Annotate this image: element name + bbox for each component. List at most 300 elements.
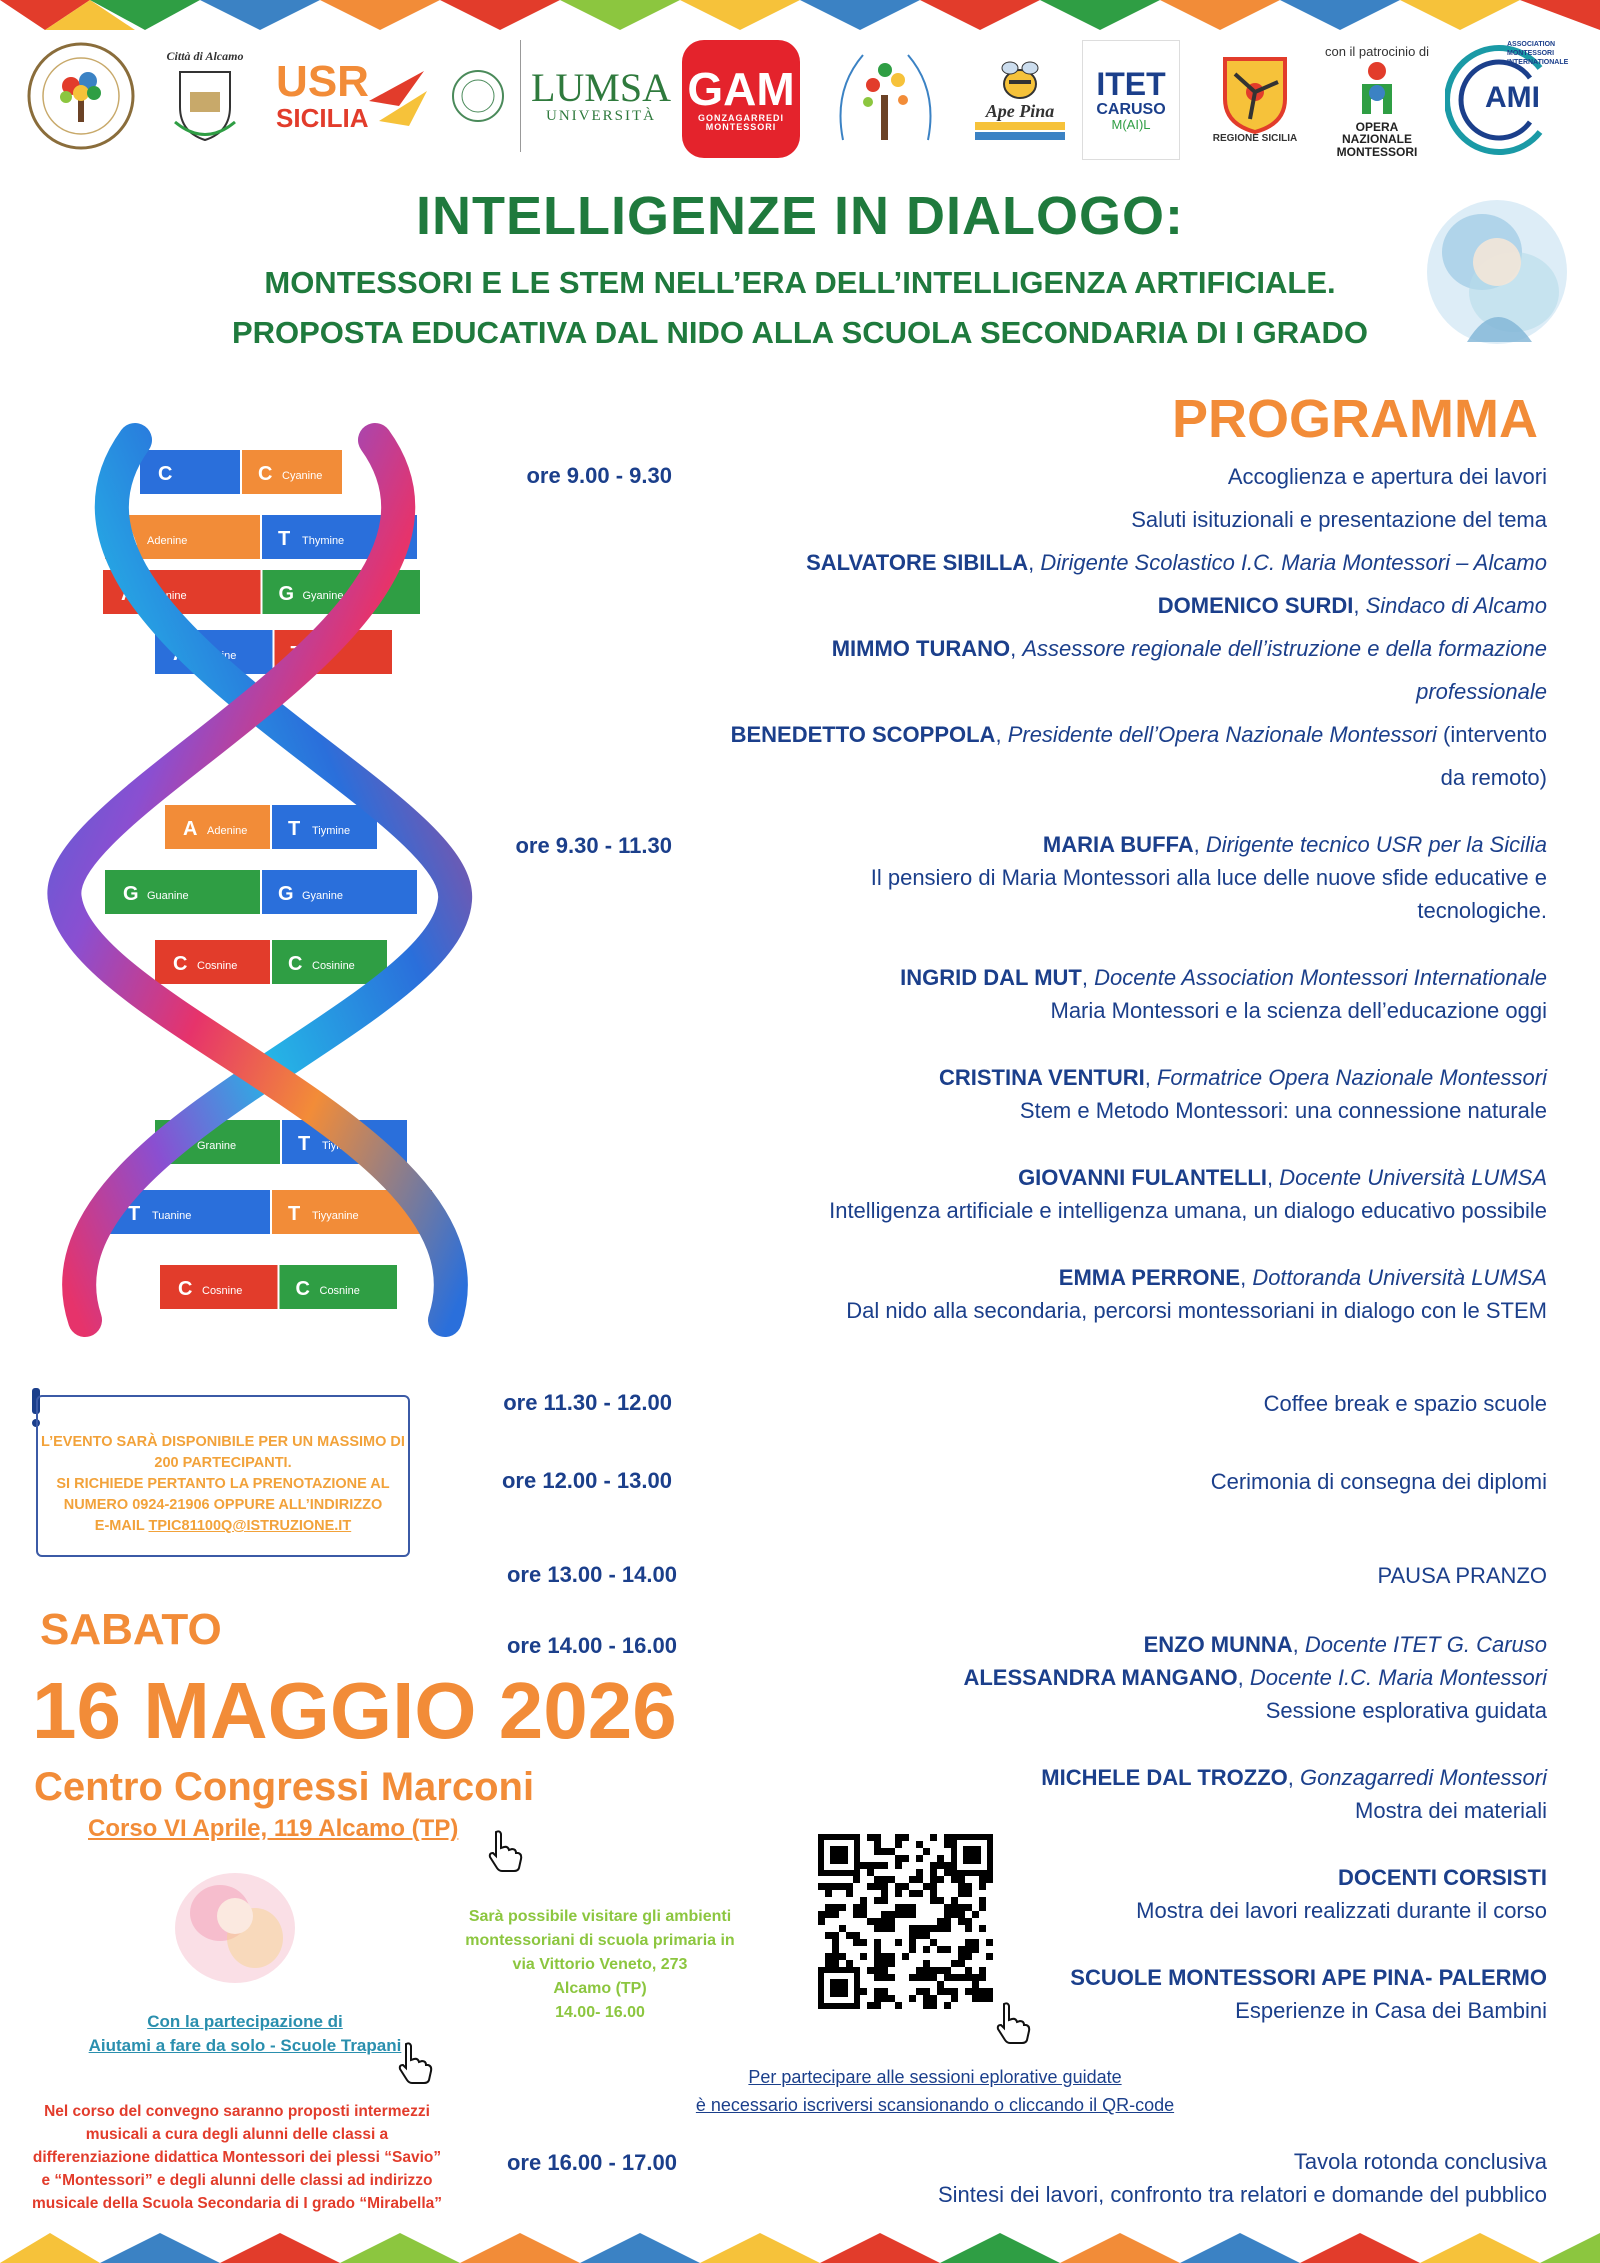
dna-base-label: C — [173, 953, 188, 975]
agenda-text: da remoto) — [1440, 765, 1547, 790]
qr-module — [923, 1960, 930, 1967]
qr-module — [832, 1932, 839, 1939]
qr-module — [930, 1876, 937, 1883]
qr-module — [867, 1883, 874, 1890]
speaker-role: Assessore regionale dell’istruzione e della formazione — [1022, 636, 1547, 661]
partecipazione-info — [80, 2010, 410, 2058]
qr-module — [853, 1904, 860, 1911]
qr-module — [944, 1834, 951, 1841]
qr-module — [979, 1967, 986, 1974]
qr-module — [881, 1953, 888, 1960]
talk-title: Mostra dei lavori realizzati durante il corso — [1136, 1898, 1547, 1923]
speaker-line: CRISTINA VENTURI, Formatrice Opera Nazionale Montessori — [938, 1065, 1547, 1090]
logo-gam — [682, 40, 800, 158]
dna-base-label: A — [123, 528, 138, 550]
qr-module — [979, 1897, 986, 1904]
qr-module — [909, 1876, 916, 1883]
qr-module — [881, 1918, 888, 1925]
top-color-band — [0, 0, 1600, 30]
qr-module — [881, 1974, 888, 1981]
qr-module — [937, 1967, 944, 1974]
dna-base-name: Tiyyanine — [312, 1210, 359, 1222]
qr-module — [958, 1918, 965, 1925]
logo-usr-sicilia — [265, 40, 440, 152]
qr-module — [867, 1862, 874, 1869]
logo-text: M(AI)L — [1111, 117, 1151, 133]
page-subtitle-1: MONTESSORI E LE STEM NELL’ERA DELL’INTELLIGENZA ARTIFICIALE. — [264, 265, 1336, 300]
qr-module — [930, 1883, 937, 1890]
qr-module — [888, 1925, 895, 1932]
qr-module — [909, 1939, 916, 1946]
bottom-color-band — [0, 2233, 1600, 2263]
qr-module — [944, 1988, 951, 1995]
qr-module — [825, 1911, 832, 1918]
qr-module — [895, 1862, 902, 1869]
qr-module — [825, 1890, 832, 1897]
qr-module — [972, 1995, 979, 2002]
speaker-role: Formatrice Opera Nazionale Montessori — [1156, 1065, 1547, 1090]
logo-citta-alcamo — [160, 40, 250, 152]
notice-line: E-MAIL — [94, 1518, 149, 1534]
qr-module — [958, 1911, 965, 1918]
musical-line: e “Montessori” e degli alunni delle classi ad indirizzo — [41, 2172, 433, 2189]
speaker-role: Docente ITET G. Caruso — [1304, 1632, 1547, 1657]
dna-base-name: Tuanine — [152, 1210, 192, 1222]
talk-title: Esperienze in Casa dei Bambini — [1235, 1998, 1547, 2023]
time-slot-3: ore 11.30 - 12.00 — [503, 1390, 672, 1415]
schedule-block-2 — [647, 828, 1547, 1327]
qr-module — [986, 1953, 993, 1960]
event-venue: Centro Congressi Marconi — [34, 1765, 535, 1809]
qr-module — [895, 1890, 902, 1897]
qr-module — [951, 1876, 958, 1883]
musical-line: musicali a cura degli alunni delle classi a — [85, 2126, 389, 2143]
time-slot-1: ore 9.00 - 9.30 — [526, 463, 672, 488]
speaker-name: BENEDETTO SCOPPOLA — [730, 722, 996, 747]
qr-module — [930, 1939, 937, 1946]
qr-module — [895, 1883, 902, 1890]
logo-text: OPERA NAZIONALE MONTESSORI — [1336, 119, 1418, 159]
hand-pointer-icon — [992, 2000, 1032, 2044]
dna-base-left — [140, 450, 240, 494]
qr-module — [930, 1869, 937, 1876]
speaker-line: MARIA BUFFA, Dirigente tecnico USR per la Sicilia — [1042, 832, 1547, 857]
qr-module — [909, 1995, 916, 2002]
speaker-line: SALVATORE SIBILLA, Dirigente Scolastico I.C. Maria Montessori – Alcamo — [806, 550, 1547, 575]
qr-module — [867, 1834, 874, 1841]
qr-module — [972, 1988, 979, 1995]
speaker-role: Docente I.C. Maria Montessori — [1249, 1665, 1547, 1690]
talk-title: Dal nido alla secondaria, percorsi montessoriani in dialogo con le STEM — [846, 1298, 1547, 1323]
musical-line: Nel corso del convegno saranno proposti intermezzi — [44, 2103, 430, 2120]
talk-title: Maria Montessori e la scienza dell’educazione oggi — [1050, 998, 1547, 1023]
qr-module — [930, 1995, 937, 2002]
logo-caption: con il patrocinio di — [1324, 43, 1430, 59]
qr-module — [923, 1848, 930, 1855]
logo-regione-sicilia — [1200, 40, 1310, 158]
qr-module — [965, 1953, 972, 1960]
logo-text: USR — [276, 57, 369, 107]
qr-module — [874, 1953, 881, 1960]
speaker-role: Dirigente Scolastico I.C. Maria Montessori – Alcamo — [1040, 550, 1547, 575]
qr-module — [832, 1946, 839, 1953]
talk-title: tecnologiche. — [1417, 898, 1547, 923]
qr-module — [874, 1960, 881, 1967]
qr-module — [874, 1883, 881, 1890]
speaker-name: MICHELE DAL TROZZO — [1041, 1765, 1288, 1790]
speaker-name: DOCENTI CORSISTI — [1337, 1865, 1547, 1890]
musical-info — [22, 2100, 452, 2215]
dna-base-name: Tiymine — [312, 825, 351, 837]
qr-module — [979, 1974, 986, 1981]
qr-module — [944, 1904, 951, 1911]
agenda-text: Saluti isituzionali e presentazione del tema — [1131, 507, 1547, 532]
qr-module — [881, 1897, 888, 1904]
qr-line: è necessario iscriversi scansionando o cliccando il QR-code — [695, 2095, 1175, 2115]
dna-base-label: C — [288, 953, 303, 975]
logo-text: GONZAGARREDI MONTESSORI — [698, 112, 784, 133]
qr-module — [958, 1883, 965, 1890]
qr-module — [846, 1883, 853, 1890]
qr-module — [923, 1974, 930, 1981]
qr-module — [979, 1988, 986, 1995]
qr-module — [944, 1974, 951, 1981]
qr-module — [888, 1911, 895, 1918]
logo-lumsa — [520, 40, 681, 152]
qr-module — [923, 1925, 930, 1932]
qr-module — [923, 2002, 930, 2009]
logo-ic-ciaccio-montalto — [820, 40, 950, 158]
logo-itet-caruso — [1082, 40, 1180, 160]
qr-module — [902, 1904, 909, 1911]
qr-module — [853, 1876, 860, 1883]
qr-module — [930, 1834, 937, 1841]
qr-module — [825, 1932, 832, 1939]
speaker-name: ALESSANDRA MANGANO — [963, 1665, 1238, 1690]
programma-heading: PROGRAMMA — [1172, 389, 1538, 449]
qr-module — [937, 1862, 944, 1869]
time-slot-4: ore 12.00 - 13.00 — [501, 1468, 672, 1493]
speaker-note: (intervento — [1443, 722, 1547, 747]
dna-base-label: T — [288, 818, 301, 840]
qr-module — [888, 1848, 895, 1855]
qr-module — [881, 1890, 888, 1897]
qr-module — [930, 1967, 937, 1974]
logo-text: AMI — [1485, 81, 1540, 114]
visit-line: montessoriani di scuola primaria in — [465, 1932, 735, 1949]
logo-text: CARUSO — [1096, 100, 1166, 118]
dna-base-name: Granine — [197, 1140, 237, 1152]
qr-instructions-link[interactable] — [660, 2063, 1210, 2119]
qr-module — [986, 1939, 993, 1946]
qr-module — [881, 1848, 888, 1855]
dna-base-name: Cosnine — [197, 960, 238, 972]
qr-module — [902, 1953, 909, 1960]
qr-module — [874, 1841, 881, 1848]
qr-module — [853, 1911, 860, 1918]
dna-base-label: T — [290, 643, 303, 665]
event-day: SABATO — [40, 1605, 222, 1654]
event-address-link[interactable]: Corso VI Aprile, 119 Alcamo (TP) — [88, 1815, 459, 1842]
qr-module — [881, 1911, 888, 1918]
qr-module — [986, 1876, 993, 1883]
qr-module — [881, 1960, 888, 1967]
dna-base-label: T — [278, 528, 291, 550]
dna-base-name: Adenine — [207, 825, 248, 837]
dna-base-name: Cyanine — [282, 470, 323, 482]
logo-text: UNIVERSITÀ — [546, 108, 656, 125]
speaker-line: BENEDETTO SCOPPOLA, Presidente dell’Opera Nazionale Montessori (intervento — [730, 722, 1547, 747]
qr-module — [979, 1925, 986, 1932]
qr-module — [972, 1981, 979, 1988]
speaker-line — [647, 670, 1547, 713]
qr-module — [895, 1939, 902, 1946]
logo-text: Ape Pina — [985, 100, 1055, 121]
qr-module — [867, 1967, 874, 1974]
talk-title: Sessione esplorativa guidata — [1265, 1698, 1547, 1723]
qr-module — [874, 1925, 881, 1932]
qr-module — [895, 2002, 902, 2009]
qr-module — [888, 1974, 895, 1981]
qr-module — [881, 1995, 888, 2002]
qr-module — [874, 1918, 881, 1925]
qr-module — [923, 1883, 930, 1890]
qr-module — [965, 1918, 972, 1925]
musical-line: differenziazione didattica Montessori dei plessi “Savio” — [32, 2149, 442, 2166]
speaker-name: SCUOLE MONTESSORI APE PINA- PALERMO — [1070, 1965, 1547, 1990]
qr-module — [874, 1995, 881, 2002]
qr-module — [958, 1960, 965, 1967]
qr-module — [972, 1946, 979, 1953]
qr-module — [979, 1995, 986, 2002]
email-link[interactable]: TPIC81100Q@ISTRUZIONE.IT — [148, 1518, 352, 1534]
qr-module — [874, 1967, 881, 1974]
speaker-role: Docente Università LUMSA — [1279, 1165, 1547, 1190]
dna-base-label: A — [183, 818, 198, 840]
qr-module — [958, 1953, 965, 1960]
visit-line: Alcamo (TP) — [553, 1980, 647, 1997]
dna-base-label: C — [295, 1278, 310, 1300]
agenda-line: PAUSA PRANZO — [1377, 1563, 1547, 1588]
speaker-name: CRISTINA VENTURI — [938, 1065, 1145, 1090]
dna-base-name: Thymine — [302, 535, 345, 547]
qr-module — [930, 1890, 937, 1897]
qr-module — [923, 1988, 930, 1995]
speaker-line: GIOVANNI FULANTELLI, Docente Università LUMSA — [1018, 1165, 1547, 1190]
speaker-name: ENZO MUNNA — [1143, 1632, 1293, 1657]
qr-module — [951, 1904, 958, 1911]
qr-module — [965, 1904, 972, 1911]
agenda-line — [647, 455, 1547, 498]
qr-module — [874, 1862, 881, 1869]
hand-pointer-icon — [484, 1828, 524, 1872]
qr-module — [958, 1876, 965, 1883]
speaker-line — [647, 1861, 1547, 1894]
qr-module — [937, 1981, 944, 1988]
seal-icon — [451, 69, 505, 123]
qr-module — [860, 1904, 867, 1911]
visit-info — [445, 1905, 755, 2025]
schedule-block-6 — [647, 1628, 1547, 2027]
qr-module — [825, 1883, 832, 1890]
qr-line: Per partecipare alle sessioni eplorative guidate — [748, 2067, 1122, 2087]
dna-base-label: T — [288, 1203, 301, 1225]
qr-module — [930, 2002, 937, 2009]
notice-line: 200 PARTECIPANTI. — [154, 1455, 292, 1471]
time-slot-5: ore 13.00 - 14.00 — [506, 1562, 677, 1587]
qr-module — [909, 1890, 916, 1897]
qr-module — [923, 1946, 930, 1953]
qr-module — [888, 1995, 895, 2002]
qr-module — [895, 1904, 902, 1911]
qr-module — [944, 2002, 951, 2009]
qr-module — [958, 1890, 965, 1897]
logo-text: REGIONE SICILIA — [1212, 132, 1298, 144]
dna-base-label: G — [278, 883, 294, 905]
qr-module — [881, 1925, 888, 1932]
trinacria-icon — [1220, 54, 1290, 134]
page-subtitle-2: PROPOSTA EDUCATIVA DAL NIDO ALLA SCUOLA SECONDARIA DI I GRADO — [231, 315, 1369, 350]
qr-module — [902, 1855, 909, 1862]
qr-module — [860, 1988, 867, 1995]
visit-line: via Vittorio Veneto, 273 — [512, 1956, 688, 1973]
speaker-line: ALESSANDRA MANGANO, Docente I.C. Maria Montessori — [963, 1665, 1547, 1690]
qr-module — [958, 1904, 965, 1911]
qr-module — [860, 1939, 867, 1946]
qr-module — [937, 1855, 944, 1862]
qr-module — [860, 1897, 867, 1904]
qr-module — [965, 1967, 972, 1974]
qr-module — [832, 1911, 839, 1918]
qr-module — [916, 1932, 923, 1939]
dna-base-label: C — [178, 1278, 193, 1300]
qr-module — [979, 1883, 986, 1890]
notice-text — [40, 1432, 406, 1537]
speaker-line: DOMENICO SURDI, Sindaco di Alcamo — [1157, 593, 1547, 618]
qr-module — [979, 1904, 986, 1911]
qr-module — [965, 1883, 972, 1890]
agenda-text: Tavola rotonda conclusiva — [1293, 2149, 1547, 2174]
qr-module — [944, 1967, 951, 1974]
qr-module — [972, 1911, 979, 1918]
agenda-text: Accoglienza e apertura dei lavori — [1227, 464, 1547, 489]
dna-base-label: G — [123, 883, 139, 905]
speaker-name: INGRID DAL MUT — [900, 965, 1082, 990]
qr-module — [958, 1974, 965, 1981]
qr-module — [832, 1953, 839, 1960]
talk-title: Mostra dei materiali — [1355, 1798, 1547, 1823]
qr-module — [965, 1925, 972, 1932]
qr-module — [867, 1918, 874, 1925]
visit-line: 14.00- 16.00 — [555, 2004, 645, 2021]
qr-module — [972, 1974, 979, 1981]
qr-module — [916, 1890, 923, 1897]
qr-module — [867, 1869, 874, 1876]
qr-module — [888, 1918, 895, 1925]
qr-module — [965, 1890, 972, 1897]
time-slot-7: ore 16.00 - 17.00 — [506, 2150, 677, 2175]
tree-icon — [823, 40, 948, 158]
qr-module — [958, 1946, 965, 1953]
dna-base-name: Gyanine — [302, 890, 343, 902]
qr-module — [986, 1988, 993, 1995]
logo-ape-pina — [970, 40, 1070, 158]
qr-module — [874, 1939, 881, 1946]
notice-line: L’EVENTO SARÀ DISPONIBILE PER UN MASSIMO DI — [41, 1434, 405, 1450]
partecipazione-link[interactable]: Aiutami a fare da solo - Scuole Trapani — [88, 2036, 402, 2055]
qr-module — [909, 1974, 916, 1981]
dna-base-name: Guanine — [145, 590, 187, 602]
speaker-name: EMMA PERRONE — [1058, 1265, 1241, 1290]
time-slot-6: ore 14.00 - 16.00 — [506, 1633, 677, 1658]
speaker-role: Docente Association Montessori Internationale — [1094, 965, 1547, 990]
qr-module — [944, 1918, 951, 1925]
speaker-name: MIMMO TURANO — [831, 636, 1011, 661]
qr-module — [972, 1939, 979, 1946]
speaker-role: Gonzagarredi Montessori — [1299, 1765, 1547, 1790]
logo-text: LUMSA — [530, 65, 672, 111]
qr-module — [825, 1960, 832, 1967]
qr-module — [916, 1876, 923, 1883]
speaker-line: MIMMO TURANO, Assessore regionale dell’istruzione e della formazione — [831, 636, 1547, 661]
qr-module — [874, 2002, 881, 2009]
qr-module — [860, 1862, 867, 1869]
qr-code[interactable] — [818, 1834, 993, 2009]
notice-line: SI RICHIEDE PERTANTO LA PRENOTAZIONE AL — [56, 1476, 390, 1492]
qr-module — [839, 1925, 846, 1932]
qr-module — [937, 1897, 944, 1904]
agenda-text: Sintesi dei lavori, confronto tra relatori e domande del pubblico — [937, 2182, 1547, 2207]
qr-module — [909, 1946, 916, 1953]
dna-base-label: G — [278, 583, 295, 605]
qr-module — [881, 1862, 888, 1869]
speaker-line: MICHELE DAL TROZZO, Gonzagarredi Montessori — [1041, 1765, 1547, 1790]
qr-module — [853, 1932, 860, 1939]
agenda-line — [647, 756, 1547, 799]
qr-module — [916, 1925, 923, 1932]
qr-module — [965, 1988, 972, 1995]
qr-module — [818, 1911, 825, 1918]
qr-module — [923, 1995, 930, 2002]
dna-base-name: Guanine — [147, 890, 189, 902]
qr-module — [825, 1904, 832, 1911]
qr-module — [839, 1953, 846, 1960]
speaker-line: INGRID DAL MUT, Docente Association Montessori Internationale — [900, 965, 1547, 990]
qr-module — [881, 1883, 888, 1890]
qr-module — [951, 1911, 958, 1918]
dna-base-name: Adenine — [147, 535, 188, 547]
speaker-name: SALVATORE SIBILLA — [806, 550, 1029, 575]
dna-base-name: Cosinine — [312, 960, 355, 972]
speaker-role: professionale — [1416, 679, 1547, 704]
dna-base-label: C — [258, 463, 273, 485]
qr-module — [937, 1876, 944, 1883]
qr-module — [965, 1974, 972, 1981]
qr-module — [832, 1904, 839, 1911]
logo-text: ITET — [1096, 65, 1166, 102]
qr-module — [888, 1953, 895, 1960]
bee-icon — [995, 58, 1045, 102]
speaker-line: ENZO MUNNA, Docente ITET G. Caruso — [1143, 1632, 1547, 1657]
qr-module — [853, 1939, 860, 1946]
talk-title: Stem e Metodo Montessori: una connessione naturale — [1019, 1098, 1547, 1123]
qr-module — [895, 1841, 902, 1848]
qr-module — [944, 1862, 951, 1869]
qr-module — [923, 1967, 930, 1974]
qr-module — [965, 1946, 972, 1953]
agenda-line — [647, 498, 1547, 541]
qr-module — [846, 1932, 853, 1939]
